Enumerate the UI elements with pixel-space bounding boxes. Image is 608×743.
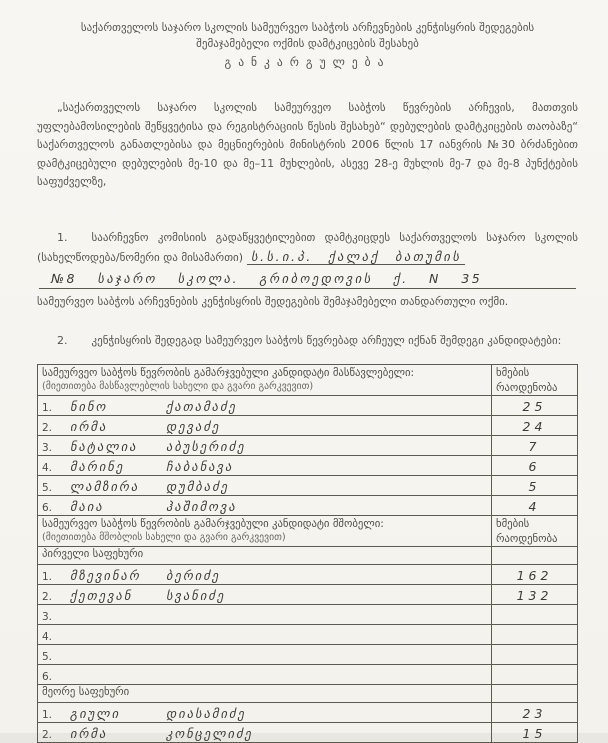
parent-header-sub: (მიეთითება მშობლის სახელი და გვარი გარკვევით): [42, 531, 286, 543]
table-row: [38, 722, 578, 742]
candidate-surname: კონცელიძე: [166, 725, 253, 741]
parent-candidates-header-row: [38, 515, 578, 546]
item-2-number: 2.: [57, 333, 68, 347]
item-2-paragraph: [37, 331, 578, 350]
candidate-surname: სვანიძე: [166, 587, 226, 603]
table-row-empty: [38, 644, 578, 664]
document-title-line1: საქართველოს საჯარო სკოლის სამეურვეო საბჭოს არჩევნების კენჭისყრის შედეგების: [80, 21, 535, 34]
table-row: [38, 702, 578, 722]
item-1-paragraph: [37, 228, 578, 267]
row-number: 5.: [42, 650, 53, 663]
row-number: 2.: [42, 421, 53, 434]
vote-count: 132: [516, 587, 553, 603]
candidate-first-name: გიული: [70, 705, 121, 721]
handwritten-school-name-line2: №8 საჯარო სკოლა. გრიბოედოვის ქ. N 35: [51, 270, 483, 286]
candidate-surname: დევაძე: [166, 418, 221, 434]
row-number: 2.: [42, 590, 53, 603]
table-row: [38, 564, 578, 584]
row-number: 1.: [42, 401, 53, 414]
table-row-empty: [38, 664, 578, 684]
stage-label-row-first: [38, 546, 578, 564]
vote-count: 24: [522, 418, 547, 434]
row-number: 1.: [42, 570, 53, 583]
handwritten-school-name-line1: ს.ს.ი.პ. ქალაქ ბათუმის: [247, 249, 465, 265]
votes-count-header: ხმების რაოდენობა: [492, 515, 578, 546]
document-title-block: [37, 20, 578, 69]
row-number: 3.: [42, 610, 53, 623]
vote-count: 5: [528, 478, 541, 494]
table-row: [38, 455, 578, 475]
parent-header-main: სამეურვეო საბჭოს წევრობის გამარჯვებული კანდიდატი მშობელი:: [42, 516, 384, 530]
stage-label-first: პირველი საფეხური: [38, 546, 492, 564]
document-type-heading: განკარგულება: [224, 55, 391, 69]
row-number: 1.: [42, 708, 53, 721]
teacher-candidates-header-cell: [38, 364, 492, 395]
handwritten-school-name-line2-rule: [39, 268, 576, 289]
row-number: 3.: [42, 441, 53, 454]
item-1-text: საარჩევნო კომისიის გადაწყვეტილებით დამტკიცდეს საქართველოს საჯარო სკოლის (სახელწოდება/ნომერი და მისამართი): [37, 230, 578, 264]
table-row: [38, 435, 578, 455]
row-number: 5.: [42, 481, 53, 494]
stage-label-row-second: [38, 684, 578, 702]
row-number: 4.: [42, 461, 53, 474]
stage-label-second: მეორე საფეხური: [38, 684, 492, 702]
results-table: [37, 364, 578, 743]
candidate-first-name: ქეთევან: [70, 587, 133, 603]
row-number: 6.: [42, 670, 53, 683]
item-1-closing-text: სამეურვეო საბჭოს არჩევნების კენჭისყრის შედეგების შემაჯამებელი თანდართული ოქმი.: [37, 294, 509, 308]
teacher-header-main: სამეურვეო საბჭოს წევრობის გამარჯვებული კანდიდატი მასწავლებელი:: [42, 365, 415, 379]
vote-count: 6: [528, 458, 541, 474]
candidate-first-name: ირმა: [70, 725, 108, 741]
candidate-surname: ქათამაძე: [166, 398, 237, 414]
preamble-paragraph: „საქართველოს საჯარო სკოლის სამეურვეო საბჭოს წევრების არჩევის, მათთვის უფლებამოსილების შეწყვეტისა და რეგისტრაციის წესის შესახებ“ დებულების დამტკიცების თაობაზე“ საქართველოს განათლებისა და მეცნიერების მინისტრის 2006 წლის 17 იანვრის №30 ბრძანებით დამტკიცებული დებულების მე-10 და მე–11 მუხლების, ასევე 28-ე მუხლის მე-7 და მე-8 პუნქტების საფუძველზე,: [37, 101, 578, 188]
candidate-surname: დიასამიძე: [166, 705, 246, 721]
candidate-surname: ჰაშიმოვა: [166, 498, 237, 514]
table-row: [38, 395, 578, 415]
candidate-first-name: ირმა: [70, 418, 108, 434]
vote-count: 15: [522, 725, 547, 741]
candidate-first-name: ნატალია: [70, 438, 138, 454]
teacher-candidates-header-row: [38, 364, 578, 395]
candidate-surname: დუმბაძე: [166, 478, 229, 494]
table-row: [38, 584, 578, 604]
row-number: 4.: [42, 630, 53, 643]
candidate-first-name: მარინე: [70, 458, 125, 474]
table-row: [38, 415, 578, 435]
item-2-text: კენჭისყრის შედეგად სამეურვეო საბჭოს წევრებად არჩეულ იქნან შემდეგი კანდიდატები:: [91, 333, 562, 347]
table-row-empty: [38, 604, 578, 624]
candidate-first-name: მზევინარ: [70, 567, 141, 583]
candidate-surname: ბერიძე: [166, 567, 221, 583]
parent-candidates-header-cell: [38, 515, 492, 546]
candidate-surname: ჩაბანავა: [166, 458, 234, 474]
candidate-first-name: ლამზირა: [70, 478, 140, 494]
table-row-empty: [38, 624, 578, 644]
candidate-first-name: მაია: [70, 498, 104, 514]
table-row: [38, 475, 578, 495]
vote-count: 7: [528, 438, 541, 454]
teacher-header-sub: (მიეთითება მასწავლებლის სახელი და გვარი გარკვევით): [42, 380, 314, 392]
vote-count: 4: [528, 498, 541, 514]
candidate-surname: აბუსერიძე: [166, 438, 246, 454]
vote-count: 162: [516, 567, 553, 583]
vote-count: 23: [522, 705, 547, 721]
table-row: [38, 495, 578, 515]
row-number: 6.: [42, 501, 53, 514]
item-1-number: 1.: [57, 230, 68, 244]
row-number: 2.: [42, 728, 53, 741]
candidate-first-name: ნინო: [70, 398, 108, 414]
votes-count-header: ხმების რაოდენობა: [492, 364, 578, 395]
vote-count: 25: [522, 398, 547, 414]
document-title-line2: შემაჯამებელი ოქმის დამტკიცების შესახებ: [196, 37, 419, 50]
